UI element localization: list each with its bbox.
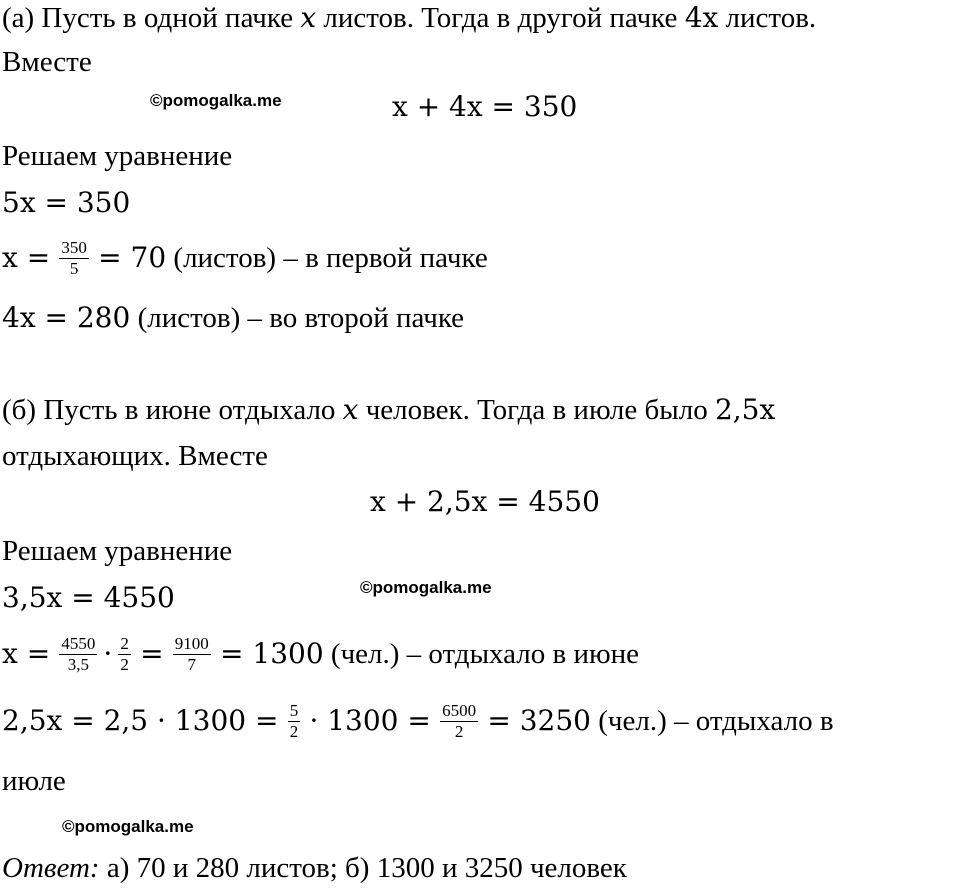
part-a-intro-line [2,0,816,36]
part-a-step2 [2,240,488,281]
fraction [288,701,301,742]
part-a-step1: 5x = 350 [2,186,131,219]
math-expr: 4x [684,1,719,34]
fraction [173,634,211,675]
math-expr: x = [2,241,51,275]
part-b-intro-line-2: отдыхающих. Вместе [2,440,268,472]
fraction-numerator: 2 [120,634,129,653]
fraction-numerator: 4550 [61,634,96,653]
fraction-numerator: 6500 [442,701,477,720]
fraction-denominator: 2 [120,655,129,674]
fraction [59,238,89,279]
part-a-solve-label: Решаем уравнение [2,140,233,172]
math-expr: = [140,637,164,671]
math-expr: x = [2,637,51,671]
math-expr: = 1300 [220,637,324,671]
text: (листов) – во второй пачке [137,302,465,334]
math-expr: · 1300 = [309,704,431,738]
fraction-denominator: 7 [187,655,197,674]
math-expr: 2,5x = 2,5 · 1300 = [2,704,279,738]
text: человек. Тогда в июле было [365,394,708,426]
text: (б) Пусть в июне отдыхало [2,394,336,426]
text: (чел.) – отдыхало в [598,705,834,738]
text: (а) Пусть в одной пачке [2,2,294,34]
part-b-solve-label: Решаем уравнение [2,535,233,567]
fraction-denominator: 2 [289,722,299,741]
math-expr: 2,5x [714,393,776,426]
fraction [118,634,131,675]
part-b-step1: 3,5x = 4550 [2,581,175,614]
fraction-numerator: 9100 [174,634,209,653]
part-b-step3 [2,703,834,744]
watermark: ©pomogalka.me [62,817,194,836]
part-b-equation: x + 2,5x = 4550 [370,485,600,518]
answer-label: Ответ: [2,852,100,884]
fraction [59,634,97,675]
answer-line [2,850,627,886]
math-expr: = 70 [98,241,167,275]
text: (листов) – в первой пачке [173,242,488,275]
fraction-denominator: 3,5 [67,655,90,674]
part-b-step3-cont: июле [2,765,66,797]
math-var: x [342,393,359,426]
answer-text: а) 70 и 280 листов; б) 1300 и 3250 человек [106,852,627,884]
multiply-dot: · [103,637,113,671]
part-b-intro-line [2,392,775,428]
math-var: x [300,1,317,34]
math-expr: 4x = 280 [2,301,131,334]
fraction-denominator: 5 [69,259,79,278]
fraction [440,701,478,742]
part-a-step3 [2,300,464,336]
fraction-denominator: 2 [454,722,464,741]
fraction-numerator: 5 [289,701,299,720]
text: листов. [725,2,817,34]
part-a-equation: x + 4x = 350 [392,90,578,123]
part-b-step2 [2,636,639,677]
watermark: ©pomogalka.me [150,91,282,110]
math-expr: = 3250 [487,704,591,738]
part-a-together: Вместе [2,46,92,78]
fraction-numerator: 350 [61,238,87,257]
watermark: ©pomogalka.me [360,578,492,597]
text: листов. Тогда в другой пачке [323,2,678,34]
text: (чел.) – отдыхало в июне [330,638,640,671]
